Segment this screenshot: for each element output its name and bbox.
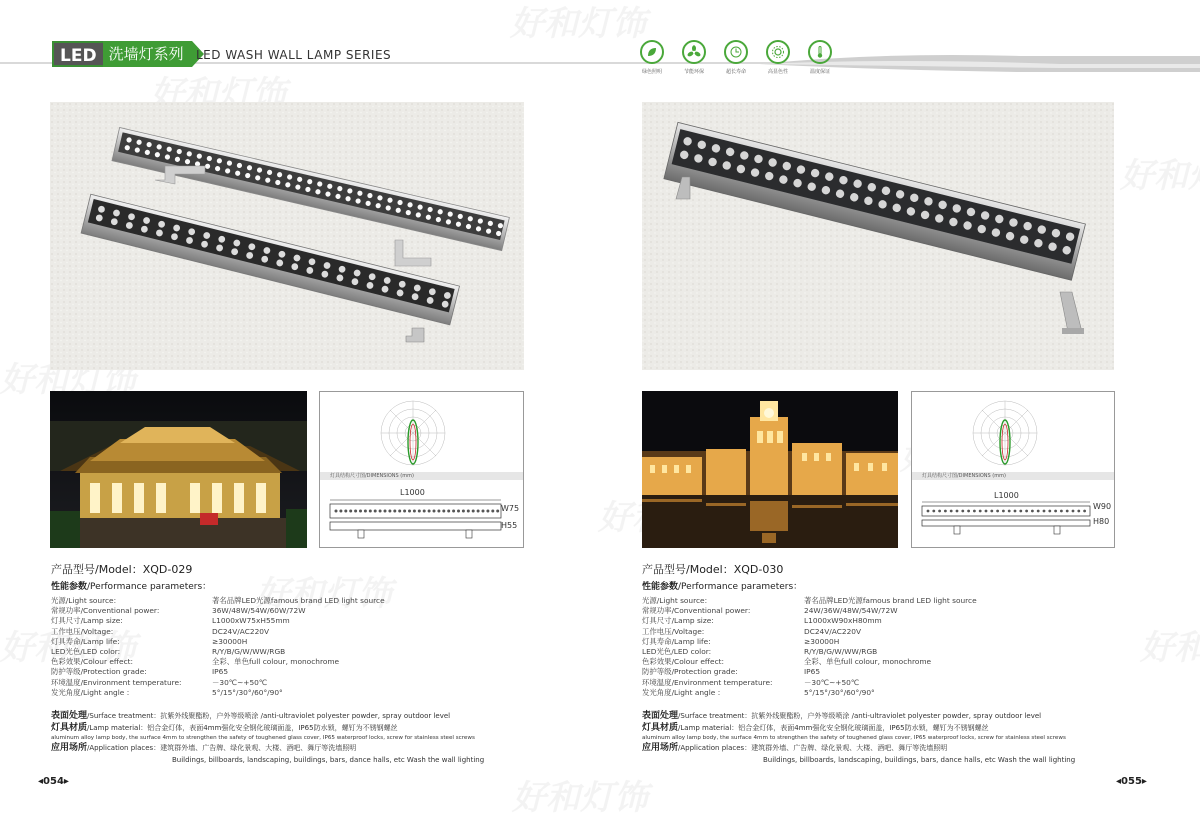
feature-label: 温度保证 xyxy=(809,69,830,75)
leaf-icon xyxy=(645,45,659,59)
led-dot xyxy=(408,510,411,513)
led-dot xyxy=(1083,510,1086,513)
led-dot xyxy=(428,510,431,513)
application-value-cn: 建筑群外墙、广告牌、绿化景观、大楼、酒吧、舞厅等洗墙照明 xyxy=(160,744,357,752)
spec-label: 工作电压/Voltage: xyxy=(51,626,114,636)
finish-value: 抗紫外线聚酯粉，户外等级喷涂 /anti-ultraviolet polyester powder, spray outdoor level xyxy=(160,712,451,720)
spec-label: LED光色/LED color: xyxy=(51,646,121,656)
feature-label: 高显色性 xyxy=(767,69,788,75)
spec-values xyxy=(804,596,1044,698)
application-places xyxy=(642,742,1075,754)
page-number-value: 055 xyxy=(1121,776,1142,787)
spec-value: DC24V/AC220V xyxy=(804,626,862,636)
led-dot xyxy=(938,510,941,513)
finish-value: 抗紫外线聚酯粉，户外等级喷涂 /anti-ultraviolet polyester powder, spray outdoor level xyxy=(751,712,1042,720)
led-dot xyxy=(433,510,436,513)
led-dot xyxy=(452,510,455,513)
led-dot xyxy=(374,510,377,513)
finish-section xyxy=(642,710,1075,766)
led-dot xyxy=(462,510,465,513)
finish-label-cn: 表面处理 xyxy=(51,711,88,721)
feature-label: 绿色照明 xyxy=(641,69,662,75)
led-dot xyxy=(1048,510,1051,513)
lamp-dimension-drawing xyxy=(328,498,503,542)
led-dot xyxy=(1037,510,1040,513)
finish-section xyxy=(51,710,484,766)
spec-value: IP65 xyxy=(804,667,821,677)
spec-label: 常规功率/Conventional power: xyxy=(51,606,160,616)
material-label-en: /Lamp material： xyxy=(678,724,739,732)
led-dot xyxy=(379,510,382,513)
performance-heading xyxy=(51,579,211,592)
led-dot xyxy=(985,510,988,513)
spec-label: 发光角度/Light angle : xyxy=(642,687,721,697)
led-dot xyxy=(967,510,970,513)
led-dot xyxy=(956,510,959,513)
led-dot xyxy=(349,510,352,513)
spec-value: 著名品牌LED光源famous brand LED light source xyxy=(212,596,385,605)
model-value: XQD-030 xyxy=(733,563,784,576)
material-label-cn: 灯具材质 xyxy=(51,723,88,733)
feature-life xyxy=(718,40,754,75)
spec-value: 全彩、单色full colour, monochrome xyxy=(212,657,340,667)
watermark xyxy=(1120,148,1200,197)
dim-width: W90 xyxy=(1093,502,1112,511)
led-dot xyxy=(437,510,440,513)
led-dot xyxy=(973,510,976,513)
spec-value: R/Y/B/G/W/WW/RGB xyxy=(212,646,286,656)
led-dot xyxy=(384,510,387,513)
spec-label: 色彩效果/Colour effect: xyxy=(51,657,134,667)
application-value-cn: 建筑群外墙、广告牌、绿化景观、大楼、酒吧、舞厅等洗墙照明 xyxy=(751,744,948,752)
led-dot xyxy=(486,510,489,513)
dim-length: L1000 xyxy=(400,488,425,497)
feature-color xyxy=(760,40,796,75)
led-dot xyxy=(990,510,993,513)
spec-value: 5°/15°/30°/60°/90° xyxy=(212,687,283,697)
spec-label: 环境温度/Environment temperature: xyxy=(642,677,773,687)
material-value-en: aluminum alloy lamp body, the surface 4mm to strengthen the safety of toughened glass cover, IP65 waterproof locks, screw for stainless steel screws xyxy=(51,735,475,741)
dimensions-caption: 灯具结构尺寸图/DIMENSIONS (mm) xyxy=(912,472,1114,480)
dim-width: W75 xyxy=(501,504,520,513)
led-dot xyxy=(423,510,426,513)
polar-distribution-chart xyxy=(970,398,1040,468)
clock-icon xyxy=(729,45,743,59)
spec-value: L1000xW75xH55mm xyxy=(212,616,290,626)
application-value-en: Buildings, billboards, landscaping, buildings, bars, dance halls, etc Wash the wall lighting xyxy=(172,756,485,764)
feature-label: 超长寿命 xyxy=(725,69,746,75)
dim-length: L1000 xyxy=(994,491,1019,500)
performance-heading xyxy=(642,579,802,592)
page-number-left: ◂054▸ xyxy=(38,776,69,787)
application-photo-pavilion xyxy=(50,391,307,548)
feature-label: 节能环保 xyxy=(683,69,704,75)
led-dot xyxy=(339,510,342,513)
dimensions-caption: 灯具结构尺寸图/DIMENSIONS (mm) xyxy=(320,472,523,480)
spec-label: 防护等级/Protection grade: xyxy=(642,667,738,677)
spec-value: R/Y/B/G/W/WW/RGB xyxy=(804,646,878,656)
led-dot xyxy=(1077,510,1080,513)
spec-value: 5°/15°/30°/60°/90° xyxy=(804,687,875,697)
application-label-en: /Application places： xyxy=(87,744,161,752)
thermometer-icon xyxy=(813,45,827,59)
logo-cn-text: 洗墙灯系列 xyxy=(103,41,192,67)
polar-distribution-chart xyxy=(378,398,448,468)
application-label-cn: 应用场所 xyxy=(642,743,679,753)
watermark xyxy=(1140,620,1200,669)
feature-energy xyxy=(676,40,712,75)
led-dot xyxy=(467,510,470,513)
material-label-en: /Lamp material： xyxy=(87,724,148,732)
finish-label-en: /Surface treatment： xyxy=(678,712,752,720)
application-label-cn: 应用场所 xyxy=(51,743,88,753)
model-value: XQD-029 xyxy=(142,563,193,576)
spec-label: 灯具尺寸/Lamp size: xyxy=(51,616,123,626)
led-dot xyxy=(979,510,982,513)
logo-led-text: LED xyxy=(52,41,103,67)
spec-value: 全彩、单色full colour, monochrome xyxy=(804,657,932,667)
led-dot xyxy=(447,510,450,513)
led-dot xyxy=(413,510,416,513)
led-dot xyxy=(927,510,930,513)
led-dot xyxy=(491,510,494,513)
material-value-cn: 铝合金灯体，表面4mm强化安全钢化玻璃面盖，IP65防水锁，螺钉为不锈钢螺丝 xyxy=(738,724,989,732)
spec-label: 工作电压/Voltage: xyxy=(642,626,705,636)
spec-value: L1000xW90xH80mm xyxy=(804,616,882,626)
led-dot xyxy=(1060,510,1063,513)
led-dot xyxy=(364,510,367,513)
finish-label-en: /Surface treatment： xyxy=(87,712,161,720)
finish-label-cn: 表面处理 xyxy=(642,711,679,721)
application-photo-waterfront xyxy=(642,391,898,548)
spec-label: 发光角度/Light angle : xyxy=(51,687,130,697)
led-dot xyxy=(403,510,406,513)
model-prefix: 产品型号/Model： xyxy=(642,563,734,576)
led-dot xyxy=(932,510,935,513)
application-value-en: Buildings, billboards, landscaping, buildings, bars, dance halls, etc Wash the wall lighting xyxy=(763,756,1076,764)
feature-green xyxy=(634,40,670,75)
led-dot xyxy=(1066,510,1069,513)
spec-label: 光源/Light source: xyxy=(51,596,117,605)
material-value-en: aluminum alloy lamp body, the surface 4mm to strengthen the safety of toughened glass cover, IP65 waterproof locks, screw for stainless steel screws xyxy=(642,735,1066,741)
led-dot xyxy=(1014,510,1017,513)
led-dot xyxy=(996,510,999,513)
spec-labels xyxy=(642,596,802,698)
feature-temperature xyxy=(802,40,838,75)
surface-treatment xyxy=(51,710,484,722)
watermark xyxy=(512,770,648,819)
surface-treatment xyxy=(642,710,1075,722)
material-label-cn: 灯具材质 xyxy=(642,723,679,733)
led-dot xyxy=(393,510,396,513)
led-dot xyxy=(388,510,391,513)
series-logo xyxy=(52,41,204,67)
led-dot xyxy=(354,510,357,513)
led-dot xyxy=(398,510,401,513)
model-number xyxy=(642,561,783,577)
product-photo-xqd-030 xyxy=(642,102,1114,370)
led-dot xyxy=(496,510,499,513)
perf-heading-en: /Performance parameters： xyxy=(678,582,803,592)
dimension-diagram-xqd-029 xyxy=(319,391,524,548)
led-dot xyxy=(457,510,460,513)
spec-labels xyxy=(51,596,211,698)
spec-value: 36W/48W/54W/60W/72W xyxy=(212,606,306,616)
spec-value: －30℃~+50℃ xyxy=(804,677,860,687)
led-dot xyxy=(477,510,480,513)
lamp-material xyxy=(642,722,1075,734)
led-dot xyxy=(1025,510,1028,513)
spec-label: 灯具尺寸/Lamp size: xyxy=(642,616,714,626)
led-dot xyxy=(344,510,347,513)
led-dot xyxy=(1072,510,1075,513)
led-dot xyxy=(1002,510,1005,513)
spec-value: ≥30000H xyxy=(804,636,840,646)
application-label-en: /Application places： xyxy=(678,744,752,752)
spec-label: 灯具寿命/Lamp life: xyxy=(51,636,120,646)
spec-label: 环境温度/Environment temperature: xyxy=(51,677,182,687)
model-number xyxy=(51,561,192,577)
led-dot xyxy=(369,510,372,513)
perf-heading-cn: 性能参数 xyxy=(51,582,88,592)
dimension-diagram-xqd-030 xyxy=(911,391,1115,548)
led-dot xyxy=(950,510,953,513)
series-title: LED WASH WALL LAMP SERIES xyxy=(196,48,392,62)
spec-label: 常规功率/Conventional power: xyxy=(642,606,751,616)
spec-label: 色彩效果/Colour effect: xyxy=(642,657,725,667)
spec-value: DC24V/AC220V xyxy=(212,626,270,636)
perf-heading-cn: 性能参数 xyxy=(642,582,679,592)
led-dot xyxy=(1054,510,1057,513)
led-dot xyxy=(359,510,362,513)
led-dot xyxy=(472,510,475,513)
watermark xyxy=(510,0,646,45)
led-dot xyxy=(1043,510,1046,513)
led-dot xyxy=(1019,510,1022,513)
led-dot xyxy=(482,510,485,513)
application-places xyxy=(51,742,484,754)
page-number-value: 054 xyxy=(43,776,64,787)
spec-value: IP65 xyxy=(212,667,229,677)
model-prefix: 产品型号/Model： xyxy=(51,563,143,576)
spec-value: －30℃~+50℃ xyxy=(212,677,268,687)
feature-icons xyxy=(634,40,838,75)
led-dot xyxy=(335,510,338,513)
led-dot xyxy=(442,510,445,513)
lamp-material xyxy=(51,722,484,734)
lamp-dimension-drawing xyxy=(920,500,1092,540)
dim-height: H80 xyxy=(1093,517,1110,526)
spec-value: ≥30000H xyxy=(212,636,248,646)
led-dot xyxy=(961,510,964,513)
product-photo-xqd-029 xyxy=(50,102,524,370)
spec-value: 24W/36W/48W/54W/72W xyxy=(804,606,898,616)
page-number-right: ◂055▸ xyxy=(1116,776,1147,787)
spec-label: 灯具寿命/Lamp life: xyxy=(642,636,711,646)
dim-height: H55 xyxy=(501,521,518,530)
spec-label: 光源/Light source: xyxy=(642,596,708,605)
spec-value: 著名品牌LED光源famous brand LED light source xyxy=(804,596,977,605)
spec-label: LED光色/LED color: xyxy=(642,646,712,656)
led-dot xyxy=(418,510,421,513)
spec-label: 防护等级/Protection grade: xyxy=(51,667,147,677)
fan-icon xyxy=(687,45,701,59)
sun-icon xyxy=(771,45,785,59)
led-dot xyxy=(1031,510,1034,513)
led-dot xyxy=(1008,510,1011,513)
material-value-cn: 铝合金灯体，表面4mm强化安全钢化玻璃面盖，IP65防水锁，螺钉为不锈钢螺丝 xyxy=(147,724,398,732)
led-dot xyxy=(944,510,947,513)
perf-heading-en: /Performance parameters： xyxy=(87,582,212,592)
spec-values xyxy=(212,596,452,698)
